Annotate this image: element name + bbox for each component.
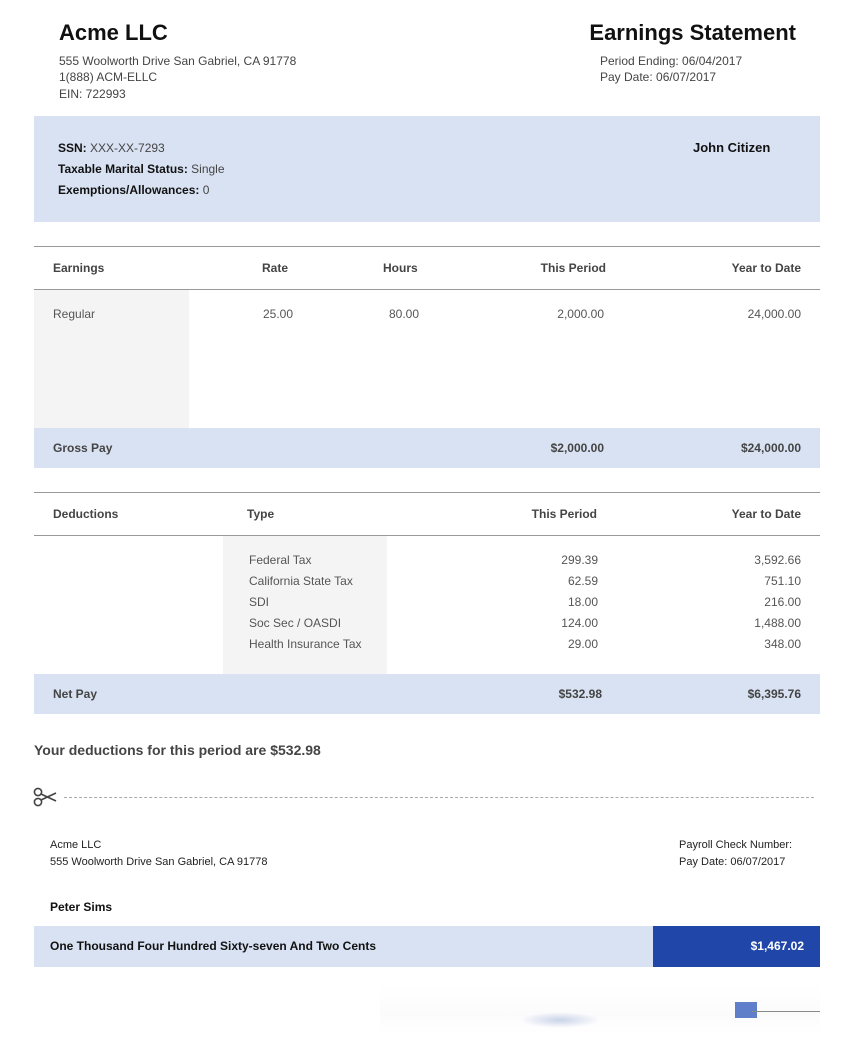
net-pay-label: Net Pay bbox=[53, 687, 98, 701]
deduction-type: Soc Sec / OASDI bbox=[249, 616, 342, 630]
earnings-row-hours: 80.00 bbox=[389, 307, 420, 321]
deductions-top-rule bbox=[34, 492, 820, 493]
earnings-top-rule bbox=[34, 246, 820, 247]
exemptions-row bbox=[58, 183, 209, 197]
ssn-value: XXX-XX-7293 bbox=[86, 141, 165, 155]
earnings-this-period-header: This Period bbox=[540, 261, 606, 275]
exemptions-label: Exemptions/Allowances: bbox=[58, 183, 200, 197]
period-ending: Period Ending: 06/04/2017 bbox=[600, 54, 743, 68]
deduction-ytd: 751.10 bbox=[764, 574, 801, 588]
marital-status-label: Taxable Marital Status: bbox=[58, 162, 188, 176]
hours-header: Hours bbox=[383, 261, 418, 275]
deductions-header: Deductions bbox=[53, 507, 119, 521]
marital-status-row bbox=[58, 162, 225, 176]
earnings-header: Earnings bbox=[53, 261, 105, 275]
deductions-header-rule bbox=[34, 535, 820, 536]
type-header: Type bbox=[247, 507, 275, 521]
exemptions-value: 0 bbox=[199, 183, 210, 197]
check-number-label: Payroll Check Number: bbox=[679, 839, 793, 851]
marital-status-value: Single bbox=[187, 162, 225, 176]
check-company-address: 555 Woolworth Drive San Gabriel, CA 91778 bbox=[50, 856, 268, 868]
net-pay-ytd: $6,395.76 bbox=[747, 687, 801, 701]
deduction-type: California State Tax bbox=[249, 574, 353, 588]
check-company-name: Acme LLC bbox=[50, 839, 102, 851]
faded-smudge bbox=[520, 1012, 600, 1028]
gross-pay-label: Gross Pay bbox=[53, 441, 113, 455]
employee-name: John Citizen bbox=[693, 140, 771, 155]
statement-title: Earnings Statement bbox=[589, 20, 796, 45]
earnings-row-ytd: 24,000.00 bbox=[747, 307, 801, 321]
deduction-this-period: 18.00 bbox=[567, 595, 598, 609]
earnings-row-rate: 25.00 bbox=[263, 307, 294, 321]
gross-pay-ytd: $24,000.00 bbox=[740, 441, 801, 455]
deduction-type: SDI bbox=[249, 595, 270, 609]
gross-pay-this-period: $2,000.00 bbox=[550, 441, 604, 455]
deductions-this-period-header: This Period bbox=[531, 507, 597, 521]
earnings-ytd-header: Year to Date bbox=[731, 261, 801, 275]
deduction-this-period: 29.00 bbox=[567, 637, 598, 651]
deduction-ytd: 348.00 bbox=[764, 637, 801, 651]
check-pay-date: Pay Date: 06/07/2017 bbox=[679, 856, 786, 868]
deductions-summary: Your deductions for this period are $532.98 bbox=[34, 742, 321, 758]
company-ein: EIN: 722993 bbox=[59, 87, 126, 101]
check-amount: $1,467.02 bbox=[750, 939, 804, 953]
amount-in-words: One Thousand Four Hundred Sixty-seven And Two Cents bbox=[50, 939, 377, 953]
rate-header: Rate bbox=[262, 261, 289, 275]
perforation-line bbox=[64, 797, 814, 798]
ssn-label: SSN: bbox=[58, 141, 87, 155]
company-name: Acme LLC bbox=[59, 20, 168, 45]
faded-blue-mark bbox=[735, 1002, 757, 1018]
earnings-row-this-period: 2,000.00 bbox=[557, 307, 604, 321]
deduction-ytd: 1,488.00 bbox=[754, 616, 801, 630]
deductions-ytd-header: Year to Date bbox=[731, 507, 801, 521]
statement-pay-date: Pay Date: 06/07/2017 bbox=[600, 70, 717, 84]
deduction-this-period: 124.00 bbox=[561, 616, 598, 630]
scissors-icon bbox=[32, 784, 58, 810]
deduction-type: Federal Tax bbox=[249, 553, 312, 567]
deduction-this-period: 299.39 bbox=[561, 553, 598, 567]
deduction-type: Health Insurance Tax bbox=[249, 637, 362, 651]
bottom-edge-rule bbox=[752, 1011, 820, 1012]
ssn-row bbox=[58, 141, 165, 155]
net-pay-this-period: $532.98 bbox=[558, 687, 602, 701]
company-address: 555 Woolworth Drive San Gabriel, CA 91778 bbox=[59, 54, 297, 68]
payee-name: Peter Sims bbox=[50, 900, 113, 914]
company-phone: 1(888) ACM-ELLC bbox=[59, 70, 158, 84]
deduction-ytd: 216.00 bbox=[764, 595, 801, 609]
deduction-this-period: 62.59 bbox=[567, 574, 598, 588]
deduction-ytd: 3,592.66 bbox=[754, 553, 801, 567]
earnings-row-type: Regular bbox=[53, 307, 96, 321]
